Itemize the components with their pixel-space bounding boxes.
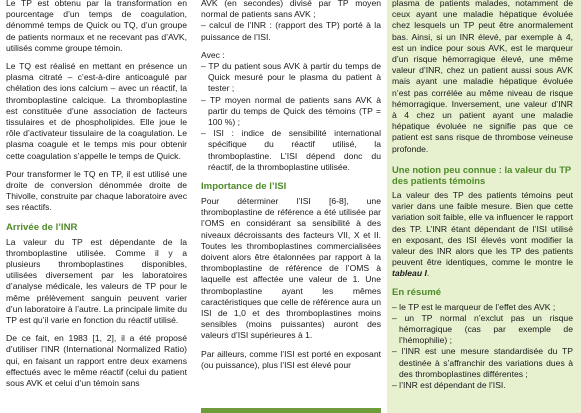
paragraph-tp-temoins [392, 190, 573, 280]
paragraph-tp-variability: La valeur du TP est dépendante de la thromboplastine utilisée. Comme il y a plusieurs thromboplastines disponibles, utilisées diversement par les laboratoires d’analyse médicale, les valeurs de TP pour le même prélèvement sanguin peuvent varier d’un laboratoire à l’autre. La principale limite du TP est qu’il varie en fonction du réactif utilisé. [6, 236, 187, 326]
paragraph-isi-exponent: Par ailleurs, comme l’ISI est porté en exposant (ou puissance), plus l’ISI est élevé pour [201, 348, 381, 370]
list-item: – l’INR est dépendant de l’ISI. [392, 380, 506, 391]
column-middle [201, 0, 381, 378]
list-item: – le TP est le marqueur de l’effet des AVK ; [392, 301, 556, 312]
paragraph-tp-temoins-text: La valeur des TP des patients témoins peut varier dans une faible mesure. Bien que cette variation soit faible, elle va influencer le rapport des TP. L’INR étant dépendant de l’ISI utilisé en exposant, des ISI élevés vont modifier la valeur des INR alors que les TP des patients peuvent être identiques, comme le montre le [392, 190, 573, 268]
list-item: – ISI : indice de sensibilité international spécifique du réactif utilisé, la thromboplastine. L’ISI dépend donc du réactif, de la thromboplastine utilisée. [201, 128, 381, 172]
tableau-reference: tableau I [392, 268, 427, 279]
paragraph-hepatic-disease: plasma de patients malades, notamment de ceux ayant une maladie hépatique évoluée chez lesquels un TP peut être anormalement bas. Ainsi, si un INR élevé, par exemple à 4, est un indice pour sous AVK, est le marqueur d’un risque hémorragique élevé, une même valeur d’INR, chez un patient aussi sous AVK mais ayant une maladie hépatique évoluée n’est pas corrélée au même niveau de risque hémorragique. Inversement, une valeur d’INR à 4 chez un patient ayant une maladie hépatique évoluée ne signifie pas que ce patient est sans risque de thrombose veineuse profonde. [392, 0, 573, 154]
definitions-list [201, 61, 381, 173]
label-avec: Avec : [201, 49, 225, 60]
paragraph-thivolle: Pour transformer le TQ en TP, il est utilisé une droite de conversion dénommée droite de Thivolle, construite par chaque laboratoire avec ses réactifs. [6, 168, 187, 213]
paragraph-inr-origin: De ce fait, en 1983 [1, 2], il a été proposé d’utiliser l’INR (International Normalized Ratio) qui, en faisant un rapport entre deux examens effectués avec le même réactif (celui du patient sous AVK et celui d’un témoin sans [6, 333, 187, 389]
summary-list [392, 302, 573, 392]
list-item: – TP moyen normal de patients sans AVK à partir du temps de Quick des témoins (TP = 100 %) ; [201, 94, 381, 128]
heading-en-resume: En résumé [392, 286, 442, 298]
list-item: – TP du patient sous AVK à partir du temps de Quick mesuré pour le plasma du patient à tester ; [201, 61, 381, 94]
heading-importance-isi: Importance de l’ISI [201, 181, 287, 193]
list-item: – un TP normal n’exclut pas un risque hémorragique (cas par exemple de l’hémophilie) ; [392, 312, 573, 346]
paragraph-tp-temoins-end: . [426, 268, 430, 279]
column-right [392, 0, 573, 397]
heading-arrivee-inr: Arrivée de l’INR [6, 221, 78, 233]
paragraph-inr-calc: – calcul de l’INR : (rapport des TP) porté à la puissance de l’ISI. [201, 20, 381, 42]
table-header-bar [201, 408, 381, 413]
paragraph-isi-determination: Pour déterminer l’ISI [6-8], une thromboplastine de référence a été utilisée par l’OMS en considérant sa sensibilité à des niveaux décroissants des facteurs VII, X et II. Toutes les thromboplastines commercialisées doivent alors être étalonnées par rapport à la thromboplastine de référence de l’OMS à laquelle est affectée une valeur de 1. Une thromboplastine ayant les mêmes caractéristiques que celle de référence aura un ISI de 1,0 et des thromboplastines moins sensibles (moins puissantes) auront des valeurs d’ISI supérieures à 1. [201, 196, 381, 341]
list-item: – l’INR est une mesure standardisée du TP destinée à s’affranchir des variations dues à des thromboplastines différentes ; [392, 346, 573, 379]
heading-notion-peu-connue: Une notion peu connue : la valeur du TP des patients témoins [392, 163, 572, 187]
column-left [6, 0, 187, 396]
paragraph-ratio: AVK (en secondes) divisé par TP moyen normal de patients sans AVK ; [201, 0, 381, 20]
paragraph-tq-method: Le TQ est réalisé en mettant en présence un plasma citraté – c’est-à-dire anticoagulé par chélation des ions calcium – avec un réactif, la thromboplastine calcique. La thromboplastine est constituée d’une association de facteurs tissulaires et de phospholipides. Elle joue le rôle d’activateur tissulaire de la coagulation. Le plasma coagule et le temps mis pour obtenir cette coagulation s’appelle le temps de Quick. [6, 61, 187, 161]
paragraph-tp-definition: Le TP est obtenu par la transformation en pourcentage d’un temps de coagulation, dénommé temps de Quick ou TQ, d’un groupe de patients normaux et ne recevant pas d’AVK, utilisés comme groupe témoin. [6, 0, 187, 53]
